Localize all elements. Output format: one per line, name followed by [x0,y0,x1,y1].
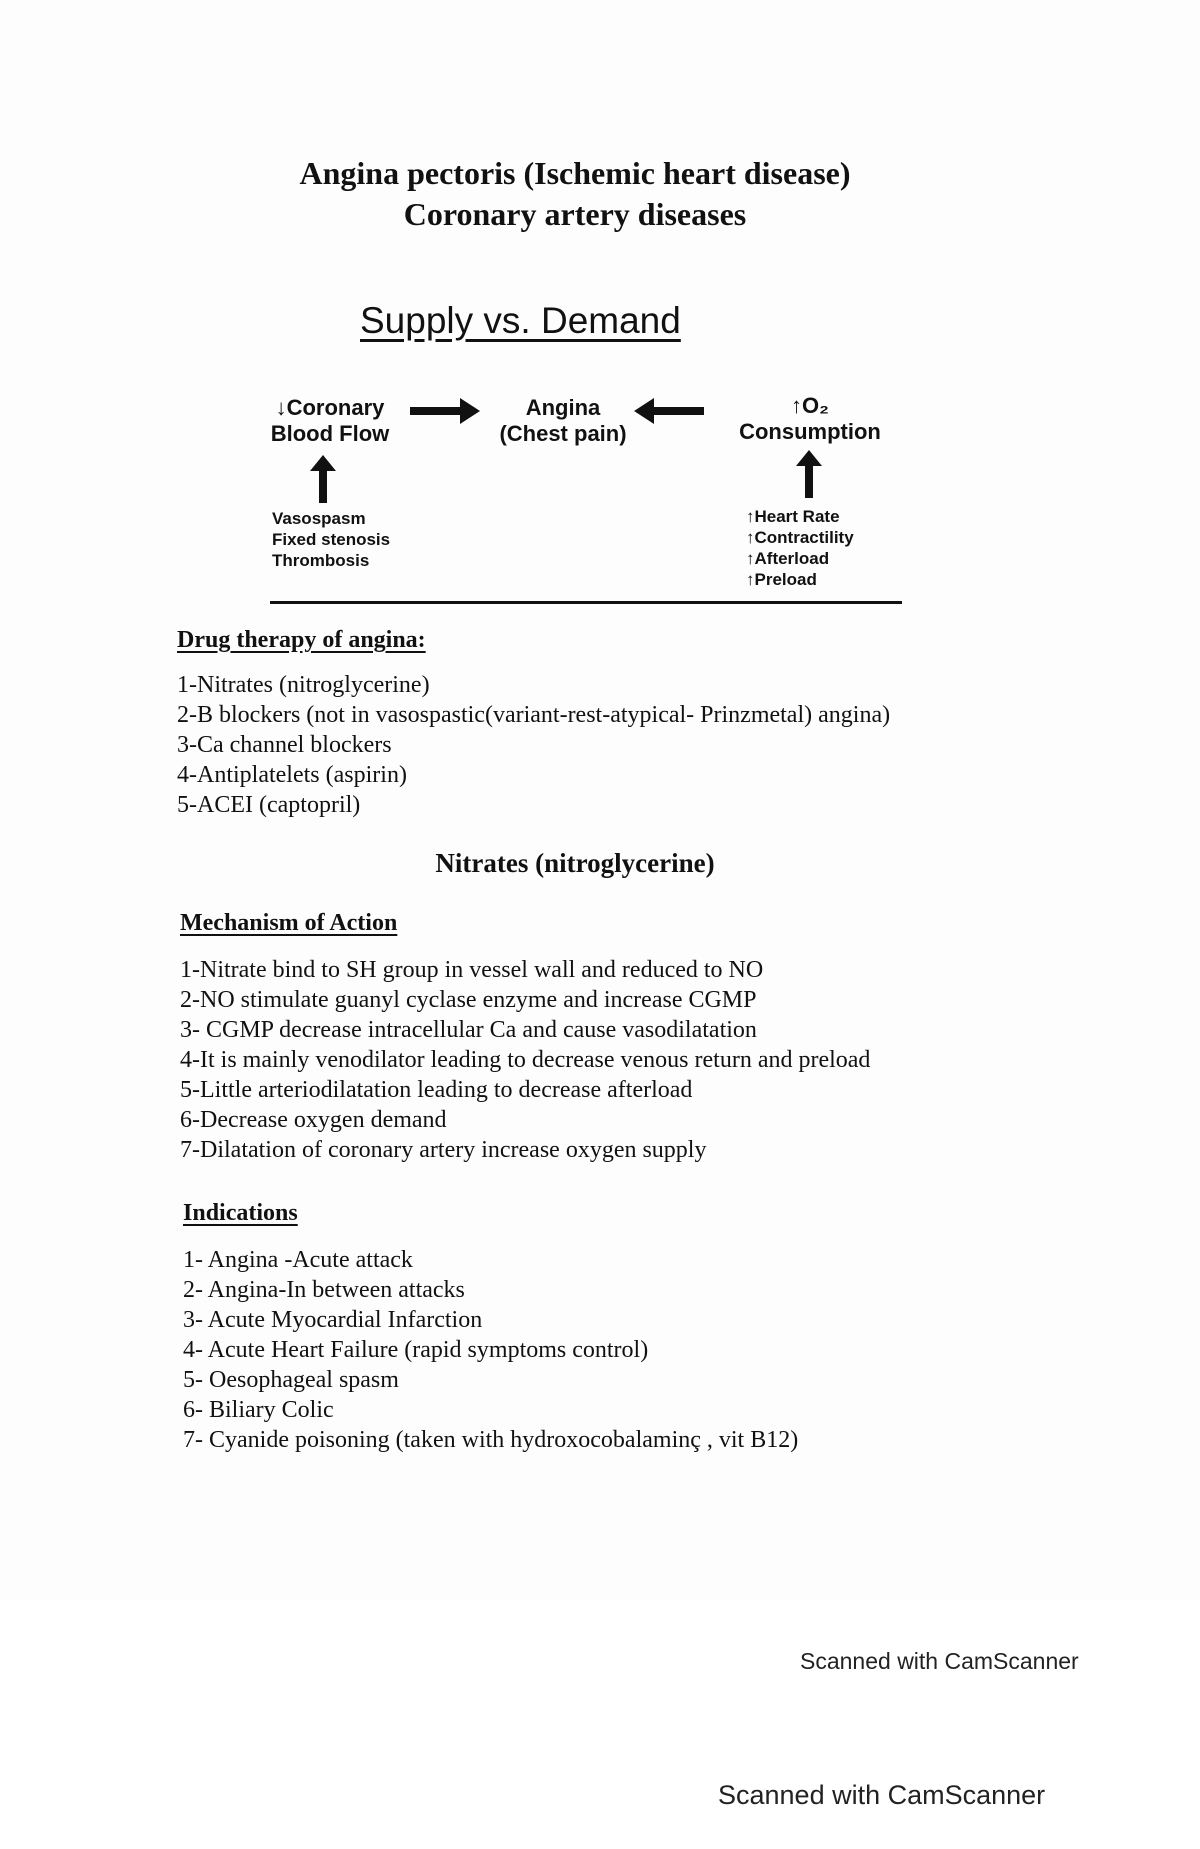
scanner-watermark: Scanned with CamScanner [800,1648,1079,1674]
left-arrow-icon [634,398,704,424]
list-item: 1-Nitrate bind to SH group in vessel wall and reduced to NO [180,957,764,983]
indications-list [183,1245,798,1455]
list-item: 2-NO stimulate guanyl cyclase enzyme and increase CGMP [180,987,757,1013]
list-item: ↑Preload [746,570,817,589]
list-item: 2- Angina-In between attacks [183,1277,465,1303]
list-item: ↑Heart Rate [746,507,840,526]
drug-therapy-list [177,670,890,820]
o2-consumption-node [725,393,895,445]
list-item: 1- Angina -Acute attack [183,1247,413,1273]
list-item: 5-Little arteriodilatation leading to decrease afterload [180,1077,693,1103]
node-line: Blood Flow [270,421,390,446]
list-item: 5-ACEI (captopril) [177,792,361,818]
up-arrow-icon [310,455,336,503]
list-item: 4-Antiplatelets (aspirin) [177,762,407,788]
list-item: 3- CGMP decrease intracellular Ca and cause vasodilatation [180,1017,757,1043]
node-line: ↑O₂ [791,393,829,418]
page-title: Angina pectoris (Ischemic heart disease) [299,155,851,191]
list-item: ↑Afterload [746,549,830,568]
list-item: 6- Biliary Colic [183,1397,334,1423]
diagram-title: Supply vs. Demand [360,300,681,341]
node-line: (Chest pain) [499,421,627,446]
list-item: 3- Acute Myocardial Infarction [183,1307,483,1333]
list-item: 7-Dilatation of coronary artery increase oxygen supply [180,1137,707,1163]
up-arrow-icon [796,450,822,498]
list-item: Fixed stenosis [272,530,391,549]
mechanism-heading: Mechanism of Action [180,910,398,936]
scanner-watermark: Scanned with CamScanner [718,1780,1046,1810]
right-arrow-icon [410,398,480,424]
list-item: 2-B blockers (not in vasospastic(variant-rest-atypical- Prinzmetal) angina) [177,702,891,728]
drug-therapy-heading: Drug therapy of angina: [177,627,426,653]
list-item: 4- Acute Heart Failure (rapid symptoms control) [183,1337,649,1363]
nitrates-heading: Nitrates (nitroglycerine) [435,848,715,878]
list-item: Thrombosis [272,551,370,570]
demand-causes-list [746,506,854,590]
node-line: Consumption [739,419,881,444]
page-subtitle: Coronary artery diseases [403,196,747,232]
list-item: 1-Nitrates (nitroglycerine) [177,672,430,698]
list-item: Vasospasm [272,509,366,528]
list-item: 3-Ca channel blockers [177,732,392,758]
divider [270,601,902,604]
supply-causes-list [272,508,390,571]
list-item: 5- Oesophageal spasm [183,1367,399,1393]
angina-node [478,395,648,447]
node-line: Angina [525,395,601,420]
list-item: 4-It is mainly venodilator leading to decrease venous return and preload [180,1047,871,1073]
list-item: 7- Cyanide poisoning (taken with hydroxocobalaminç , vit B12) [183,1427,799,1453]
node-line: ↓Coronary [275,395,385,420]
mechanism-list [180,955,870,1165]
list-item: ↑Contractility [746,528,854,547]
coronary-blood-flow-node [255,395,405,447]
indications-heading: Indications [183,1200,298,1226]
list-item: 6-Decrease oxygen demand [180,1107,447,1133]
